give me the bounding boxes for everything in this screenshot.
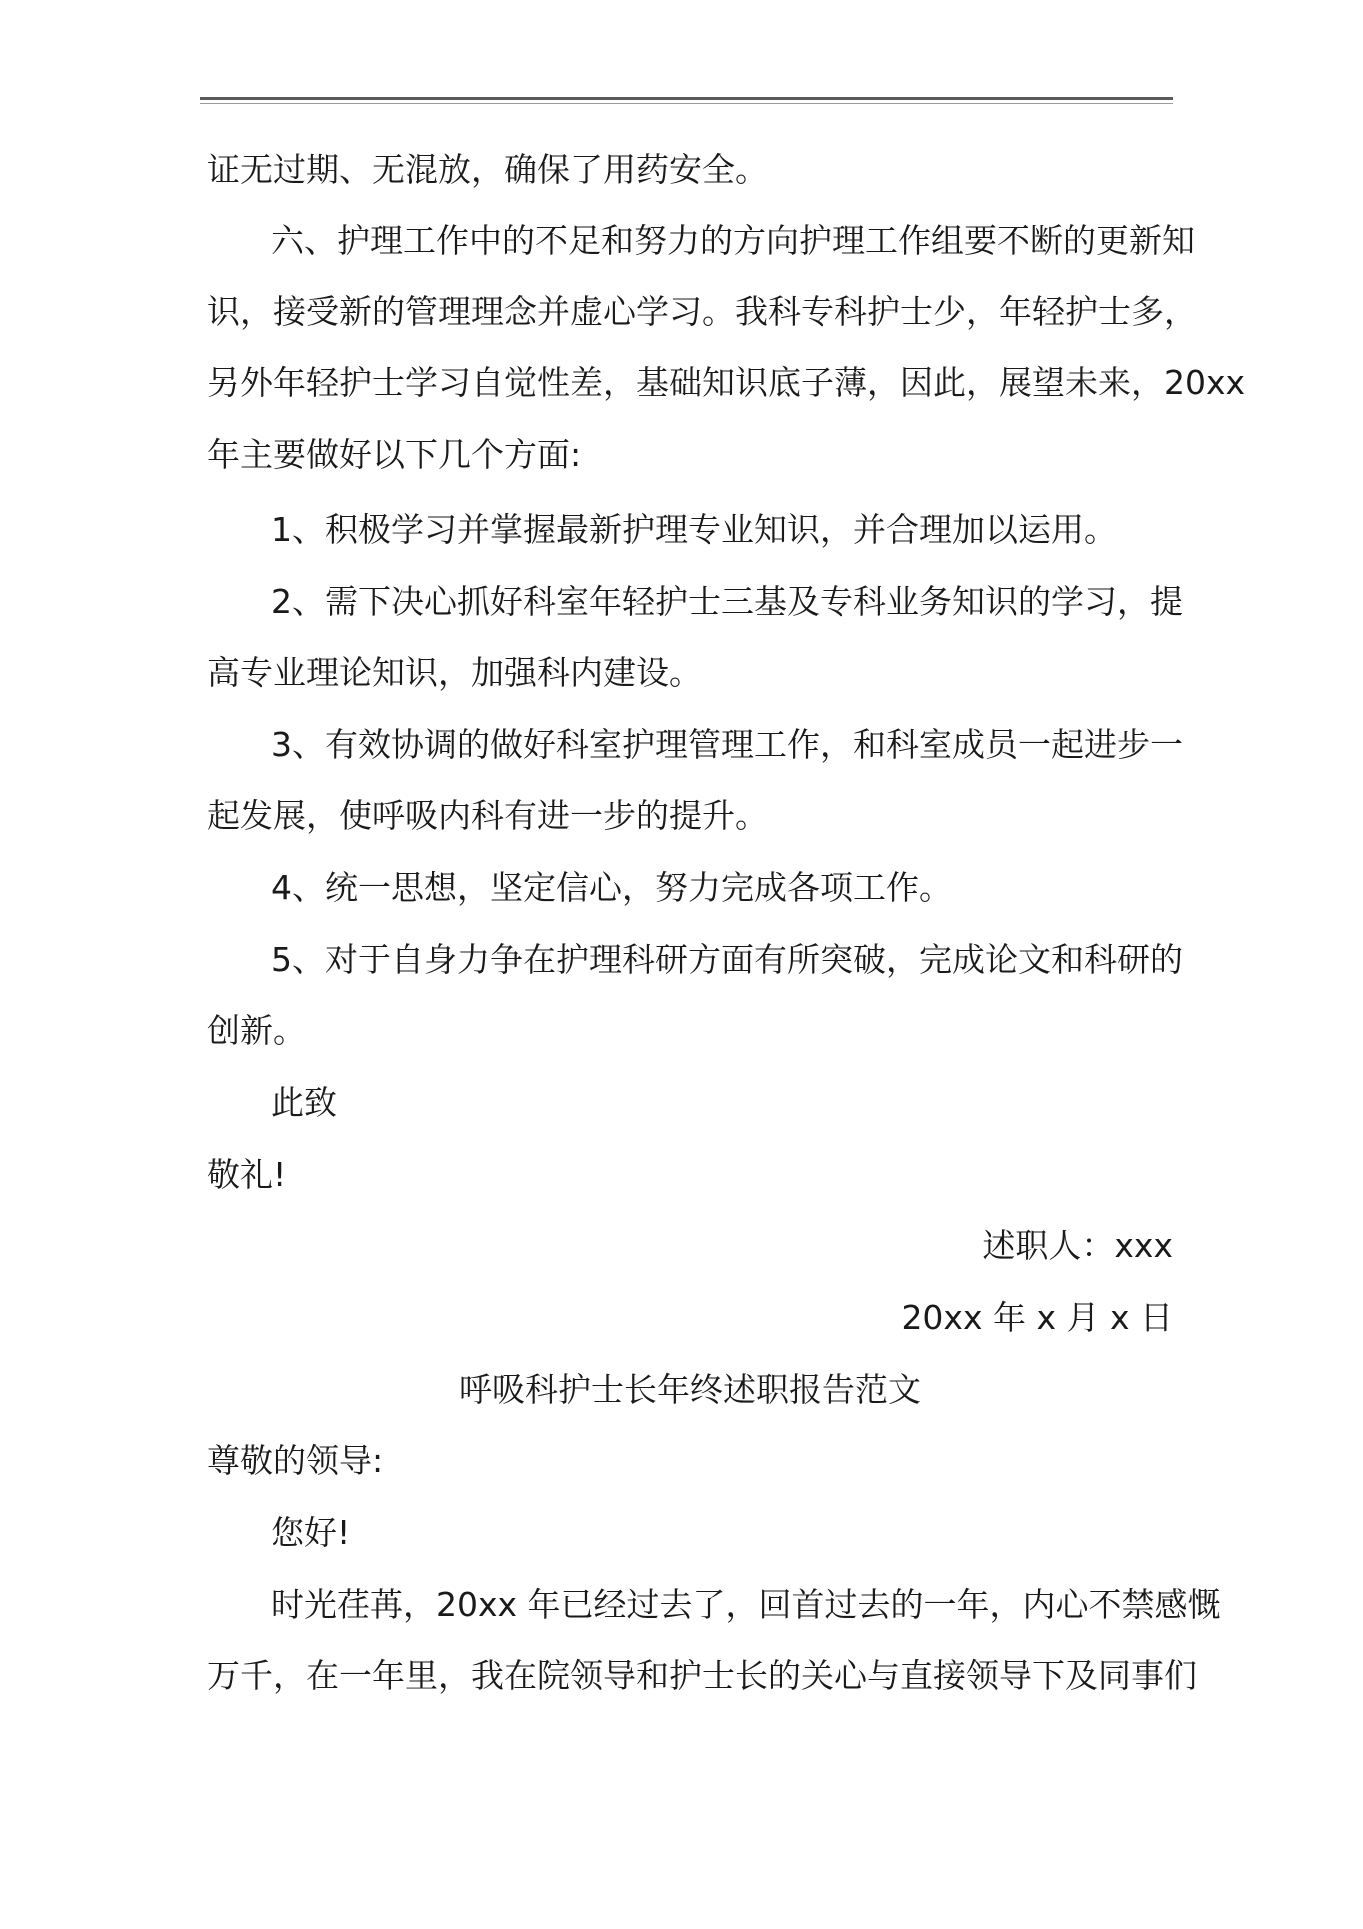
text-line-14: 此致 xyxy=(271,1083,337,1122)
text-line-10: 起发展，使呼吸内科有进一步的提升。 xyxy=(207,796,768,835)
text-line-7: 2、需下决心抓好科室年轻护士三基及专科业务知识的学习，提 xyxy=(271,582,1183,621)
text-line-1: 证无过期、无混放，确保了用药安全。 xyxy=(207,150,768,189)
text-line-13: 创新。 xyxy=(207,1011,306,1050)
text-line-6: 1、积极学习并掌握最新护理专业知识，并合理加以运用。 xyxy=(271,510,1117,549)
text-line-15: 敬礼! xyxy=(207,1155,287,1194)
text-line-22: 万千，在一年里，我在院领导和护士长的关心与直接领导下及同事们 xyxy=(207,1656,1197,1695)
section-title: 呼吸科护士长年终述职报告范文 xyxy=(459,1370,921,1409)
text-line-4: 另外年轻护士学习自觉性差，基础知识底子薄，因此，展望未来，20xx xyxy=(207,363,1246,402)
date-line: 20xx 年 x 月 x 日 xyxy=(901,1298,1173,1337)
text-line-5: 年主要做好以下几个方面: xyxy=(207,435,582,474)
text-line-8: 高专业理论知识，加强科内建设。 xyxy=(207,653,702,692)
text-line-21: 时光荏苒，20xx 年已经过去了，回首过去的一年，内心不禁感慨 xyxy=(271,1585,1221,1624)
text-line-9: 3、有效协调的做好科室护理管理工作，和科室成员一起进步一 xyxy=(271,725,1183,764)
signature-line: 述职人：xxx xyxy=(982,1226,1173,1265)
text-line-12: 5、对于自身力争在护理科研方面有所突破，完成论文和科研的 xyxy=(271,940,1183,979)
greeting: 您好! xyxy=(271,1513,351,1552)
text-line-2: 六、护理工作中的不足和努力的方向护理工作组要不断的更新知 xyxy=(271,221,1195,260)
header-rule xyxy=(200,97,1173,104)
salutation: 尊敬的领导: xyxy=(207,1441,384,1480)
text-line-11: 4、统一思想，坚定信心，努力完成各项工作。 xyxy=(271,868,952,907)
text-line-3: 识，接受新的管理理念并虚心学习。我科专科护士少，年轻护士多， xyxy=(207,292,1197,331)
